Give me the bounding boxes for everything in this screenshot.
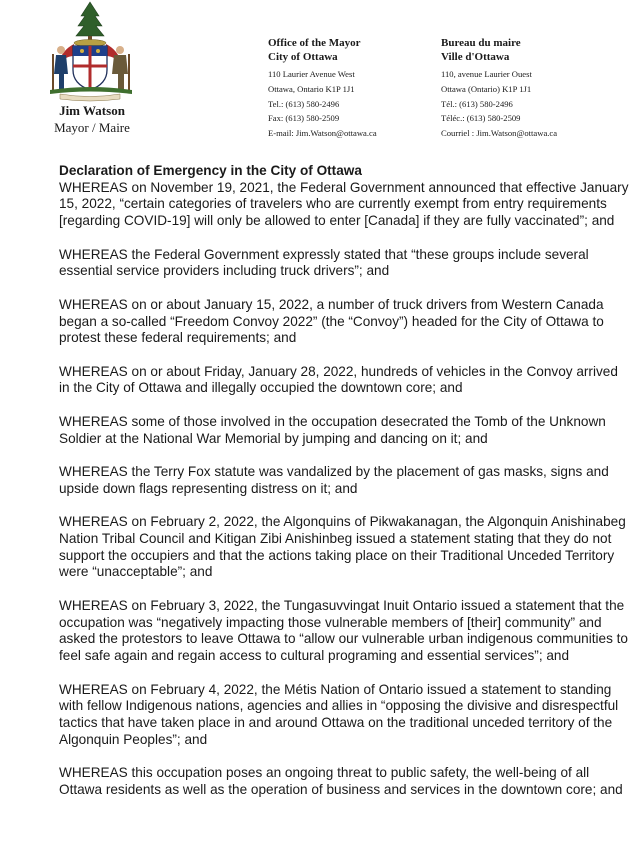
whereas-paragraph: WHEREAS on February 4, 2022, the Métis Nation of Ontario issued a statement to standing with fellow Indigenous nations, agencies and allies in “opposing the divisive and disrespectful tactics that have taken place in and around Ottawa on the traditional unceded territory of the Algonquin Peoples”; and <box>59 681 619 747</box>
declaration-body <box>59 163 629 815</box>
office-address-line1-fr: 110, avenue Laurier Ouest <box>441 69 532 79</box>
whereas-paragraph: WHEREAS the Federal Government expressly stated that “these groups include several essential service providers including truck drivers”; and <box>59 246 589 279</box>
whereas-paragraph: WHEREAS the Terry Fox statute was vandalized by the placement of gas masks, signs and upside down flags representing distress on it; and <box>59 464 609 496</box>
office-address-line2-fr: Ottawa (Ontario) K1P 1J1 <box>441 83 532 94</box>
whereas-paragraph: WHEREAS on or about January 15, 2022, a number of truck drivers from Western Canada began a so-called “Freedom Convoy 2022” (the “Convoy”) headed for the City of Ottawa to protest these federal requirements; and <box>59 296 604 346</box>
whereas-paragraph: WHEREAS on November 19, 2021, the Federal Government announced that effective January 15, 2022, “certain categories of travelers who are currently exempt from entry requirements [regarding COVID-19] will only be allowed to enter [Canada] if they are fully vaccinated”; and <box>59 179 629 229</box>
office-city-en: City of Ottawa <box>268 51 338 63</box>
office-tel-en: Tel.: (613) 580-2496 <box>268 98 340 109</box>
whereas-paragraph: WHEREAS on or about Friday, January 28, 2022, hundreds of vehicles in the Convoy arrived in the City of Ottawa and illegally occupied the downtown core; and <box>59 363 618 396</box>
office-email-fr: Courriel : Jim.Watson@ottawa.ca <box>441 128 558 139</box>
city-coat-of-arms-icon <box>40 0 140 102</box>
whereas-paragraph: WHEREAS this occupation poses an ongoing threat to public safety, the well-being of all Ottawa residents as well as the operation of business and services in the downtown core; and <box>59 765 623 797</box>
declaration-title: Declaration of Emergency in the City of Ottawa <box>59 163 362 178</box>
office-heading-fr: Bureau du maire <box>441 37 521 49</box>
office-block-french <box>441 36 557 141</box>
office-city-fr: Ville d'Ottawa <box>441 51 510 63</box>
whereas-paragraph: WHEREAS some of those involved in the occupation desecrated the Tomb of the Unknown Soldier at the National War Memorial by jumping and dancing on it; and <box>59 413 606 446</box>
mayor-title: Mayor / Maire <box>54 120 130 135</box>
whereas-paragraph: WHEREAS on February 3, 2022, the Tungasuvvingat Inuit Ontario issued a statement that the occupation was “negatively impacting those vulnerable members of [their] community” and asked the protestors to leave Ottawa to “allow our vulnerable urban indigenous communities to feel safe again and regain access to cultural programing and essential services”; and <box>59 597 628 664</box>
office-block-english <box>268 36 377 141</box>
office-tel-fr: Tél.: (613) 580-2496 <box>441 98 513 109</box>
mayor-name: Jim Watson <box>59 103 125 118</box>
office-address-line2-en: Ottawa, Ontario K1P 1J1 <box>268 83 355 94</box>
office-fax-en: Fax: (613) 580-2509 <box>268 113 340 124</box>
office-heading-en: Office of the Mayor <box>268 37 361 49</box>
office-address-line1-en: 110 Laurier Avenue West <box>268 69 355 79</box>
office-email-en: E-mail: Jim.Watson@ottawa.ca <box>268 128 377 139</box>
office-fax-fr: Téléc.: (613) 580-2509 <box>441 113 521 124</box>
whereas-paragraph: WHEREAS on February 2, 2022, the Algonquins of Pikwakanagan, the Algonquin Anishinabeg Nation Tribal Council and Kitigan Zibi Anishinbeg issued a statement stating that they do not support the occupiers and that the actions taking place on their Traditional Unceded Territory were “unacceptable”; and <box>59 514 626 580</box>
